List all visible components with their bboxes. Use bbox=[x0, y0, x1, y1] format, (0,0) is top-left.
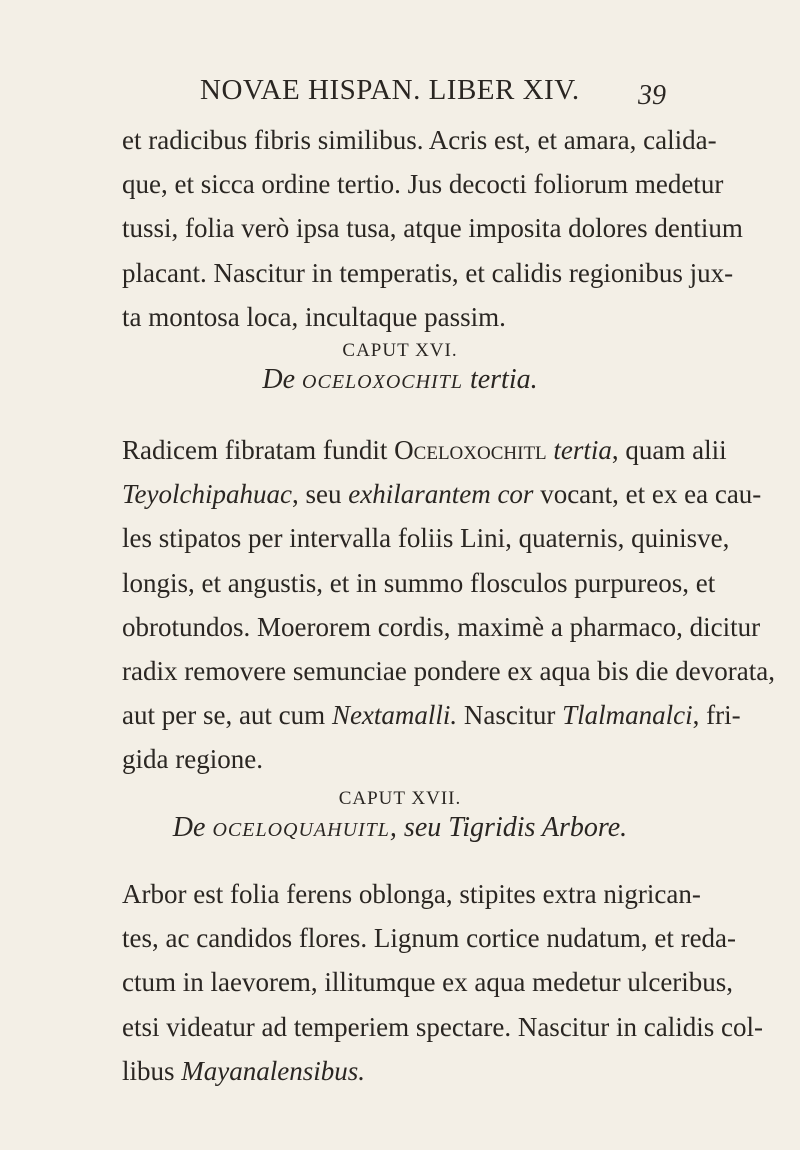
text-run-italic: Teyolchipahuac bbox=[122, 479, 292, 510]
text-line: obrotundos. Moerorem cordis, maximè a pharmaco, dicitur bbox=[122, 611, 761, 642]
chapter-title-16 bbox=[0, 364, 800, 396]
text-run: Nascitur bbox=[457, 700, 563, 731]
title-rest: tertia. bbox=[469, 364, 538, 395]
text-line: tussi, folia verò ipsa tusa, atque imposita dolores dentium bbox=[122, 213, 743, 244]
text-run-italic: Tlalmanalci bbox=[562, 700, 693, 731]
text-run-italic: Nextamalli. bbox=[331, 700, 458, 731]
text-line: gida regione. bbox=[122, 744, 263, 775]
text-line: etsi videatur ad temperiem spectare. Nascitur in calidis col- bbox=[122, 1011, 763, 1042]
running-title: NOVAE HISPAN. LIBER XIV. bbox=[200, 74, 580, 106]
text-run: vocant, et ex ea cau- bbox=[533, 479, 762, 510]
title-plant-name: oceloxochitl bbox=[302, 364, 463, 395]
chapter-title-17 bbox=[0, 812, 800, 844]
text-line: Arbor est folia ferens oblonga, stipites extra nigrican- bbox=[122, 879, 701, 909]
text-line: longis, et angustis, et in summo flosculos purpureos, et bbox=[122, 567, 716, 598]
paragraph-3 bbox=[122, 872, 763, 1093]
text-line: ctum in laevorem, illitumque ex aqua medetur ulceribus, bbox=[122, 967, 734, 998]
text-line: les stipatos per intervalla foliis Lini, quaternis, quinisve, bbox=[122, 523, 730, 554]
text-run: , seu bbox=[291, 479, 349, 510]
chapter-heading-16: CAPUT XVI. bbox=[342, 340, 458, 361]
text-line: radix removere semunciae pondere ex aqua bis die devorata, bbox=[122, 656, 775, 687]
text-line: et radicibus fibris similibus. Acris est, et amara, calida- bbox=[122, 125, 717, 155]
title-rest: , seu Tigridis Arbore. bbox=[389, 812, 628, 843]
page-number: 39 bbox=[638, 80, 666, 111]
text-run-italic: Mayanalensibus. bbox=[181, 1055, 365, 1086]
text-run: libus bbox=[122, 1055, 182, 1086]
text-run: aut per se, aut cum bbox=[122, 700, 332, 731]
paragraph-2 bbox=[122, 428, 775, 782]
text-line bbox=[122, 472, 762, 516]
title-de: De bbox=[262, 364, 296, 395]
text-line bbox=[122, 693, 741, 737]
text-line bbox=[122, 1049, 694, 1093]
title-plant-name: oceloquahuitl bbox=[212, 812, 390, 843]
text-line: que, et sicca ordine tertio. Jus decocti foliorum medetur bbox=[122, 169, 724, 200]
plant-name: Oceloxochitl bbox=[394, 435, 547, 465]
text-line bbox=[122, 428, 727, 472]
title-de: De bbox=[172, 812, 206, 843]
text-run-italic: tertia bbox=[546, 435, 612, 465]
chapter-heading-17: CAPUT XVII. bbox=[338, 788, 462, 809]
text-run: Radicem fibratam fundit bbox=[122, 435, 395, 465]
text-run: , quam alii bbox=[611, 435, 727, 465]
text-line: ta montosa loca, incultaque passim. bbox=[122, 301, 506, 332]
running-head bbox=[0, 72, 800, 112]
paragraph-1 bbox=[122, 118, 743, 339]
text-line: placant. Nascitur in temperatis, et calidis regionibus jux- bbox=[122, 257, 734, 288]
text-line: tes, ac candidos flores. Lignum cortice nudatum, et reda- bbox=[122, 923, 737, 954]
text-run-italic: exhilarantem cor bbox=[348, 479, 534, 510]
text-run: , fri- bbox=[692, 700, 741, 731]
